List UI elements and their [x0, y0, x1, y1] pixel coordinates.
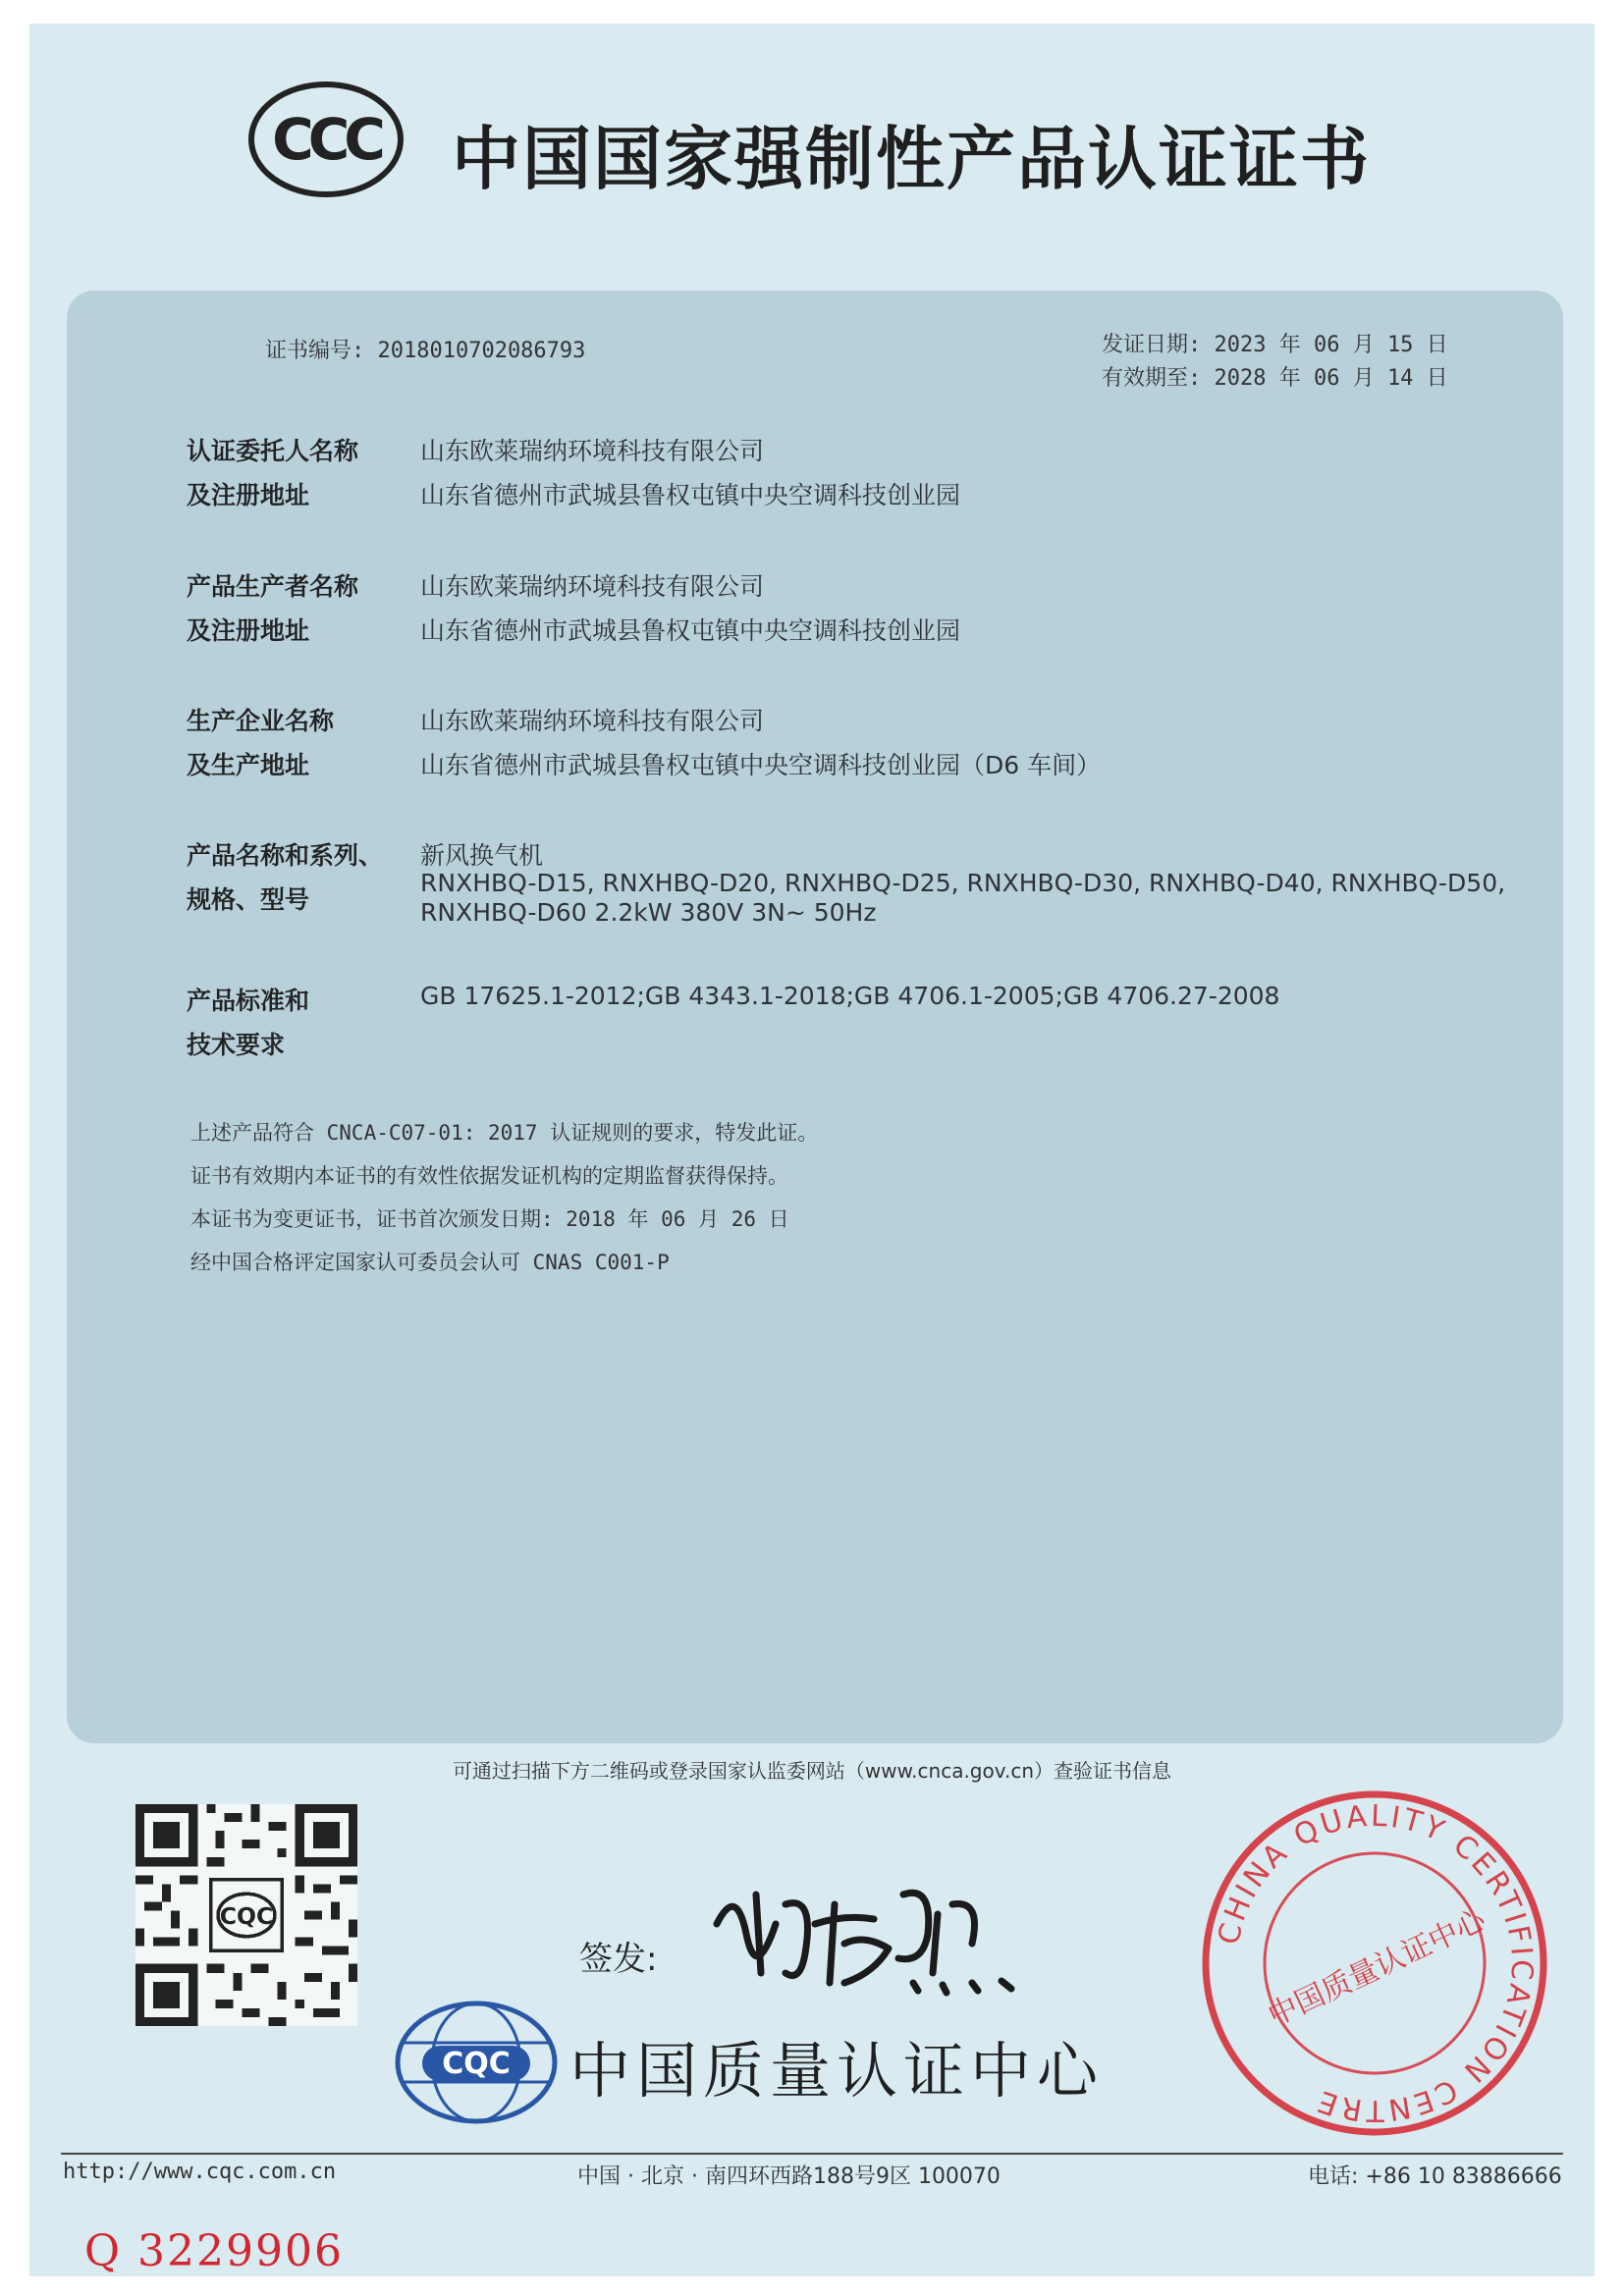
certificate-notes	[190, 1111, 818, 1284]
standards-label-2: 技术要求	[187, 1031, 286, 1059]
product-name: 新风换气机	[420, 841, 544, 870]
applicant-name: 山东欧莱瑞纳环境科技有限公司	[420, 437, 765, 465]
signature	[707, 1865, 1031, 2002]
footer-address: 中国 · 北京 · 南四环西路188号9区 100070	[577, 2164, 1001, 2189]
applicant-label-2: 及注册地址	[187, 481, 310, 509]
note-line: 本证书为变更证书，证书首次颁发日期: 2018 年 06 月 26 日	[190, 1207, 789, 1231]
certificate-header	[0, 69, 1565, 216]
product-label-2: 规格、型号	[187, 885, 310, 914]
official-seal	[1198, 1787, 1551, 2140]
svg-text:CQC: CQC	[442, 2047, 511, 2081]
certificate-title: 中国国家强制性产品认证证书	[452, 119, 1371, 199]
issuer-name: 中国质量认证中心	[569, 2035, 1105, 2107]
ccc-logo	[247, 80, 405, 198]
product-label: 产品名称和系列、	[187, 841, 384, 870]
note-line: 证书有效期内本证书的有效性依据发证机构的定期监督获得保持。	[190, 1164, 788, 1188]
verification-notice: 可通过扫描下方二维码或登录国家认监委网站（www.cnca.gov.cn）查验证书信息	[452, 1759, 1172, 1783]
certificate-number: 证书编号: 2018010702086793	[265, 339, 586, 363]
manufacturer-name: 山东欧莱瑞纳环境科技有限公司	[420, 572, 765, 601]
standards-label: 产品标准和	[187, 987, 310, 1015]
product-models-2: RNXHBQ-D60 2.2kW 380V 3N~ 50Hz	[420, 898, 877, 927]
qr-code[interactable]	[135, 1804, 357, 2026]
footer-divider	[61, 2153, 1563, 2155]
svg-text:中国质量认证中心: 中国质量认证中心	[1263, 1902, 1491, 2034]
standards-value: GB 17625.1-2012;GB 4343.1-2018;GB 4706.1-2005;GB 4706.27-2008	[420, 982, 1280, 1010]
applicant-address: 山东省德州市武城县鲁权屯镇中央空调科技创业园	[420, 481, 961, 509]
expiry-date: 有效期至: 2028 年 06 月 14 日	[1102, 366, 1448, 391]
footer-telephone: 电话: +86 10 83886666	[1308, 2164, 1562, 2189]
factory-name: 山东欧莱瑞纳环境科技有限公司	[420, 707, 765, 735]
cqc-logo	[393, 1999, 560, 2126]
issue-date: 发证日期: 2023 年 06 月 15 日	[1102, 333, 1448, 357]
factory-address: 山东省德州市武城县鲁权屯镇中央空调科技创业园（D6 车间）	[420, 751, 1102, 779]
svg-text:CCC: CCC	[272, 106, 380, 173]
factory-label: 生产企业名称	[187, 707, 335, 735]
manufacturer-label-2: 及注册地址	[187, 616, 310, 645]
serial-number: Q 3229906	[84, 2226, 345, 2276]
product-models: RNXHBQ-D15, RNXHBQ-D20, RNXHBQ-D25, RNXHBQ-D30, RNXHBQ-D40, RNXHBQ-D50,	[420, 869, 1506, 897]
certificate-dates	[1102, 329, 1448, 396]
note-line: 经中国合格评定国家认可委员会认可 CNAS C001-P	[190, 1251, 670, 1274]
note-line: 上述产品符合 CNCA-C07-01: 2017 认证规则的要求，特发此证。	[190, 1121, 819, 1145]
applicant-label: 认证委托人名称	[187, 437, 359, 465]
svg-text:CQC: CQC	[219, 1902, 274, 1931]
factory-label-2: 及生产地址	[187, 751, 310, 779]
svg-text:CHINA QUALITY CERTIFICATION CE: CHINA QUALITY CERTIFICATION CENTRE	[1212, 1798, 1540, 2128]
manufacturer-label: 产品生产者名称	[187, 572, 359, 601]
manufacturer-address: 山东省德州市武城县鲁权屯镇中央空调科技创业园	[420, 616, 961, 645]
signed-by-label: 签发:	[579, 1940, 658, 1979]
footer-website[interactable]: http://www.cqc.com.cn	[63, 2160, 337, 2184]
